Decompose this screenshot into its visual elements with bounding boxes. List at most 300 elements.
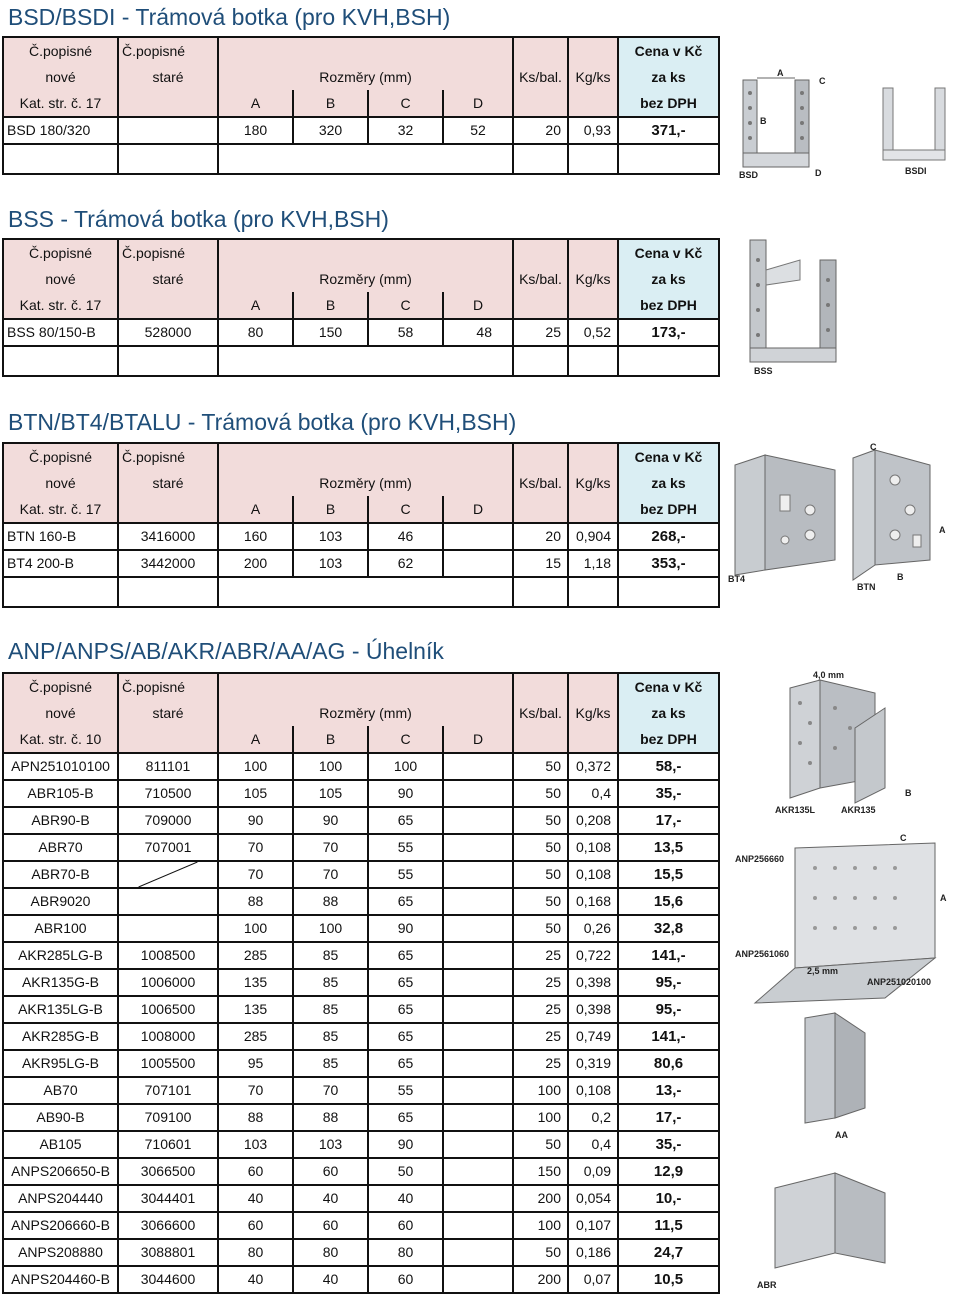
cell-ks: 100 [513, 1077, 568, 1104]
header-a: A [218, 90, 293, 117]
header-nove: nové [3, 470, 118, 496]
cell-c: 55 [368, 834, 443, 861]
label-c: C [870, 442, 877, 452]
cell-old: 1005500 [118, 1050, 218, 1077]
cell-b: 85 [293, 969, 368, 996]
section-title-btn: BTN/BT4/BTALU - Trámová botka (pro KVH,BSH) [8, 409, 517, 435]
cell-ks: 50 [513, 888, 568, 915]
cell-code: AB90-B [3, 1104, 118, 1131]
cell-a: 200 [218, 550, 293, 577]
cell-ks: 20 [513, 117, 568, 144]
cell-ks: 50 [513, 1131, 568, 1158]
cell-kg: 0,722 [568, 942, 618, 969]
cell-b: 90 [293, 807, 368, 834]
label-b: B [760, 116, 767, 126]
cell-old [118, 117, 218, 144]
cell-kg: 0,4 [568, 780, 618, 807]
cell-c: 65 [368, 969, 443, 996]
cell-code: BT4 200-B [3, 550, 118, 577]
bss-product-image [740, 230, 860, 380]
cell-ks: 50 [513, 807, 568, 834]
label-aa: AA [835, 1130, 848, 1140]
table-row [3, 1212, 719, 1239]
bsd-product-image [735, 68, 955, 183]
cell-c: 62 [368, 550, 443, 577]
cell-d [443, 1050, 513, 1077]
header-d: D [443, 726, 513, 753]
label-abr: ABR [757, 1280, 777, 1290]
cell-kg: 0,2 [568, 1104, 618, 1131]
cell-price: 353,- [618, 550, 719, 577]
cell-ks: 25 [513, 969, 568, 996]
cell-old: 1006500 [118, 996, 218, 1023]
table-row [3, 523, 719, 550]
cell-code: AKR135LG-B [3, 996, 118, 1023]
label-thickness-4: 4,0 mm [813, 670, 845, 680]
cell-d [443, 550, 513, 577]
cell-price: 268,- [618, 523, 719, 550]
cell-code: ABR105-B [3, 780, 118, 807]
table-row [3, 915, 719, 942]
cell-c: 65 [368, 807, 443, 834]
cell-code: ANPS204440 [3, 1185, 118, 1212]
cell-a: 135 [218, 969, 293, 996]
header-a: A [218, 726, 293, 753]
header-zaks: za ks [618, 700, 719, 726]
cell-c: 60 [368, 1212, 443, 1239]
cell-price: 10,5 [618, 1266, 719, 1293]
cell-code: BTN 160-B [3, 523, 118, 550]
cell-a: 60 [218, 1158, 293, 1185]
table-row [3, 319, 719, 346]
cell-a: 40 [218, 1266, 293, 1293]
cell-price: 371,- [618, 117, 719, 144]
label-b: B [897, 572, 904, 582]
label-bsdi: BSDI [905, 166, 927, 176]
cell-kg: 0,108 [568, 834, 618, 861]
cell-price: 15,6 [618, 888, 719, 915]
header-c: C [368, 726, 443, 753]
header-katstr: Kat. str. č. 17 [3, 292, 118, 319]
header-ksbal: Ks/bal. [513, 470, 568, 496]
cell-b: 88 [293, 888, 368, 915]
cell-old: 709000 [118, 807, 218, 834]
cell-price: 17,- [618, 807, 719, 834]
cell-b: 85 [293, 942, 368, 969]
cell-kg: 0,4 [568, 1131, 618, 1158]
header-c: C [368, 496, 443, 523]
cell-b: 70 [293, 861, 368, 888]
header-zaks: za ks [618, 64, 719, 90]
cell-d [443, 1077, 513, 1104]
cell-b: 103 [293, 523, 368, 550]
cell-price: 13,- [618, 1077, 719, 1104]
cell-a: 88 [218, 1104, 293, 1131]
cell-old: 1008500 [118, 942, 218, 969]
table-row [3, 1023, 719, 1050]
header-popis-new: Č.popisné [3, 673, 118, 700]
cell-c: 90 [368, 1131, 443, 1158]
header-zaks: za ks [618, 266, 719, 292]
header-cena: Cena v Kč [618, 239, 719, 266]
cell-b: 40 [293, 1266, 368, 1293]
cell-c: 46 [368, 523, 443, 550]
price-table-bsd [2, 36, 720, 175]
table-row [3, 807, 719, 834]
cell-price: 11,5 [618, 1212, 719, 1239]
cell-price: 17,- [618, 1104, 719, 1131]
header-cena: Cena v Kč [618, 673, 719, 700]
header-rozmery: Rozměry (mm) [218, 700, 513, 726]
cell-b: 103 [293, 550, 368, 577]
cell-old: 528000 [118, 319, 218, 346]
cell-code: ABR90-B [3, 807, 118, 834]
cell-kg: 0,52 [568, 319, 618, 346]
cell-old: 3442000 [118, 550, 218, 577]
cell-old: 1006000 [118, 969, 218, 996]
cell-a: 88 [218, 888, 293, 915]
cell-c: 60 [368, 1266, 443, 1293]
cell-c: 90 [368, 780, 443, 807]
cell-c: 65 [368, 1050, 443, 1077]
table-row [3, 1158, 719, 1185]
header-c: C [368, 90, 443, 117]
table-row [3, 969, 719, 996]
label-akr135l: AKR135L [775, 805, 816, 815]
header-rozmery: Rozměry (mm) [218, 470, 513, 496]
section-title-bsd: BSD/BSDI - Trámová botka (pro KVH,BSH) [8, 4, 451, 30]
header-bezdph: bez DPH [618, 292, 719, 319]
cell-b: 85 [293, 1023, 368, 1050]
cell-d [443, 996, 513, 1023]
cell-kg: 0,749 [568, 1023, 618, 1050]
label-anp251020100: ANP251020100 [867, 977, 932, 987]
header-ksbal: Ks/bal. [513, 700, 568, 726]
cell-a: 100 [218, 915, 293, 942]
cell-ks: 100 [513, 1104, 568, 1131]
header-b: B [293, 90, 368, 117]
cell-a: 95 [218, 1050, 293, 1077]
header-a: A [218, 496, 293, 523]
cell-ks: 150 [513, 1158, 568, 1185]
cell-b: 70 [293, 834, 368, 861]
cell-ks: 25 [513, 1050, 568, 1077]
cell-a: 103 [218, 1131, 293, 1158]
header-d: D [443, 496, 513, 523]
cell-d [443, 1185, 513, 1212]
cell-price: 58,- [618, 753, 719, 780]
cell-ks: 200 [513, 1266, 568, 1293]
cell-d: 48 [443, 319, 513, 346]
cell-price: 95,- [618, 996, 719, 1023]
cell-c: 65 [368, 888, 443, 915]
header-popis-old: Č.popisné [118, 443, 218, 470]
header-bezdph: bez DPH [618, 90, 719, 117]
cell-c: 65 [368, 1023, 443, 1050]
cell-b: 105 [293, 780, 368, 807]
cell-code: ABR70-B [3, 861, 118, 888]
cell-price: 24,7 [618, 1239, 719, 1266]
header-popis-new: Č.popisné [3, 239, 118, 266]
cell-kg: 1,18 [568, 550, 618, 577]
cell-d [443, 834, 513, 861]
cell-c: 58 [368, 319, 443, 346]
cell-ks: 50 [513, 915, 568, 942]
cell-price: 12,9 [618, 1158, 719, 1185]
cell-code: ABR100 [3, 915, 118, 942]
label-thickness-25: 2,5 mm [807, 966, 839, 976]
header-c: C [368, 292, 443, 319]
cell-a: 90 [218, 807, 293, 834]
cell-d [443, 1239, 513, 1266]
cell-d [443, 969, 513, 996]
cell-code: ANPS206650-B [3, 1158, 118, 1185]
cell-price: 35,- [618, 780, 719, 807]
cell-ks: 25 [513, 996, 568, 1023]
table-row [3, 550, 719, 577]
cell-price: 35,- [618, 1131, 719, 1158]
cell-b: 320 [293, 117, 368, 144]
cell-a: 40 [218, 1185, 293, 1212]
cell-b: 85 [293, 1050, 368, 1077]
cell-c: 80 [368, 1239, 443, 1266]
cell-code: AB105 [3, 1131, 118, 1158]
table-row [3, 1131, 719, 1158]
cell-d [443, 888, 513, 915]
cell-code: BSD 180/320 [3, 117, 118, 144]
label-bsd: BSD [739, 170, 759, 180]
cell-a: 80 [218, 1239, 293, 1266]
header-b: B [293, 496, 368, 523]
cell-c: 65 [368, 996, 443, 1023]
header-stare: staré [118, 64, 218, 90]
cell-c: 65 [368, 942, 443, 969]
cell-price: 95,- [618, 969, 719, 996]
cell-price: 32,8 [618, 915, 719, 942]
cell-c: 50 [368, 1158, 443, 1185]
table-row [3, 834, 719, 861]
header-kgks: Kg/ks [568, 64, 618, 90]
cell-ks: 25 [513, 942, 568, 969]
header-kgks: Kg/ks [568, 470, 618, 496]
cell-d [443, 1104, 513, 1131]
cell-a: 100 [218, 753, 293, 780]
cell-old: 811101 [118, 753, 218, 780]
cell-d [443, 1023, 513, 1050]
cell-kg: 0,398 [568, 996, 618, 1023]
cell-b: 70 [293, 1077, 368, 1104]
cell-d [443, 1131, 513, 1158]
cell-d [443, 1158, 513, 1185]
cell-b: 100 [293, 753, 368, 780]
cell-old: 3066500 [118, 1158, 218, 1185]
header-bezdph: bez DPH [618, 496, 719, 523]
label-b: B [905, 788, 912, 798]
label-d: D [815, 168, 822, 178]
header-katstr: Kat. str. č. 17 [3, 496, 118, 523]
header-popis-old: Č.popisné [118, 239, 218, 266]
cell-b: 60 [293, 1212, 368, 1239]
header-kgks: Kg/ks [568, 700, 618, 726]
label-bss: BSS [754, 366, 773, 376]
header-bezdph: bez DPH [618, 726, 719, 753]
label-c: C [819, 76, 826, 86]
cell-kg: 0,108 [568, 861, 618, 888]
cell-code: ABR9020 [3, 888, 118, 915]
cell-ks: 200 [513, 1185, 568, 1212]
cell-a: 285 [218, 942, 293, 969]
cell-kg: 0,93 [568, 117, 618, 144]
price-table-btn [2, 442, 720, 608]
label-btn: BTN [857, 582, 876, 592]
cell-d [443, 523, 513, 550]
label-anp2561060: ANP2561060 [735, 949, 790, 959]
cell-a: 70 [218, 1077, 293, 1104]
header-ksbal: Ks/bal. [513, 64, 568, 90]
table-row [3, 1185, 719, 1212]
header-rozmery: Rozměry (mm) [218, 266, 513, 292]
header-a: A [218, 292, 293, 319]
cell-price: 173,- [618, 319, 719, 346]
cell-old: 710601 [118, 1131, 218, 1158]
cell-ks: 25 [513, 1023, 568, 1050]
header-popis-old: Č.popisné [118, 37, 218, 64]
cell-b: 60 [293, 1158, 368, 1185]
cell-old: 1008000 [118, 1023, 218, 1050]
cell-b: 100 [293, 915, 368, 942]
cell-code: AKR95LG-B [3, 1050, 118, 1077]
cell-d [443, 807, 513, 834]
cell-ks: 15 [513, 550, 568, 577]
cell-d: 52 [443, 117, 513, 144]
label-anp256660: ANP256660 [735, 854, 785, 864]
header-katstr: Kat. str. č. 10 [3, 726, 118, 753]
cell-b: 150 [293, 319, 368, 346]
cell-code: BSS 80/150-B [3, 319, 118, 346]
cell-ks: 25 [513, 319, 568, 346]
cell-a: 105 [218, 780, 293, 807]
header-popis-new: Č.popisné [3, 37, 118, 64]
cell-c: 55 [368, 1077, 443, 1104]
table-row [3, 1077, 719, 1104]
price-table-bss [2, 238, 720, 377]
cell-c: 55 [368, 861, 443, 888]
cell-code: ANPS204460-B [3, 1266, 118, 1293]
cell-a: 180 [218, 117, 293, 144]
cell-price: 141,- [618, 1023, 719, 1050]
cell-ks: 50 [513, 1239, 568, 1266]
header-zaks: za ks [618, 470, 719, 496]
section-title-bss: BSS - Trámová botka (pro KVH,BSH) [8, 206, 389, 232]
header-cena: Cena v Kč [618, 37, 719, 64]
cell-b: 103 [293, 1131, 368, 1158]
table-row [3, 1239, 719, 1266]
price-table-anp [2, 672, 720, 1294]
cell-b: 40 [293, 1185, 368, 1212]
cell-price: 13,5 [618, 834, 719, 861]
cell-d [443, 915, 513, 942]
label-a: A [939, 525, 946, 535]
label-akr135: AKR135 [841, 805, 876, 815]
cell-d [443, 1212, 513, 1239]
cell-kg: 0,108 [568, 1077, 618, 1104]
cell-ks: 50 [513, 861, 568, 888]
label-a: A [777, 68, 784, 78]
cell-old [118, 888, 218, 915]
table-row [3, 1050, 719, 1077]
cell-kg: 0,372 [568, 753, 618, 780]
cell-kg: 0,26 [568, 915, 618, 942]
cell-price: 10,- [618, 1185, 719, 1212]
table-row [3, 117, 719, 144]
cell-d [443, 942, 513, 969]
cell-old: 3044401 [118, 1185, 218, 1212]
table-row [3, 780, 719, 807]
cell-d [443, 780, 513, 807]
btn-product-image [725, 440, 957, 595]
cell-c: 40 [368, 1185, 443, 1212]
cell-kg: 0,319 [568, 1050, 618, 1077]
cell-a: 80 [218, 319, 293, 346]
header-stare: staré [118, 700, 218, 726]
cell-c: 65 [368, 1104, 443, 1131]
cell-a: 285 [218, 1023, 293, 1050]
cell-old [118, 915, 218, 942]
cell-price: 80,6 [618, 1050, 719, 1077]
cell-code: ABR70 [3, 834, 118, 861]
cell-old: 709100 [118, 1104, 218, 1131]
cell-code: AKR285G-B [3, 1023, 118, 1050]
header-d: D [443, 90, 513, 117]
cell-b: 88 [293, 1104, 368, 1131]
cell-kg: 0,07 [568, 1266, 618, 1293]
cell-ks: 50 [513, 834, 568, 861]
anp-product-images [735, 668, 957, 1298]
cell-ks: 100 [513, 1212, 568, 1239]
cell-d [443, 861, 513, 888]
header-b: B [293, 726, 368, 753]
cell-kg: 0,09 [568, 1158, 618, 1185]
cell-c: 90 [368, 915, 443, 942]
table-row [3, 861, 719, 888]
cell-a: 70 [218, 834, 293, 861]
header-b: B [293, 292, 368, 319]
cell-kg: 0,904 [568, 523, 618, 550]
cell-ks: 50 [513, 753, 568, 780]
header-nove: nové [3, 266, 118, 292]
cell-c: 32 [368, 117, 443, 144]
cell-d [443, 1266, 513, 1293]
cell-a: 70 [218, 861, 293, 888]
cell-code: AKR285LG-B [3, 942, 118, 969]
table-row [3, 1266, 719, 1293]
header-d: D [443, 292, 513, 319]
header-ksbal: Ks/bal. [513, 266, 568, 292]
cell-old [118, 861, 218, 888]
header-kgks: Kg/ks [568, 266, 618, 292]
cell-code: APN251010100 [3, 753, 118, 780]
cell-ks: 50 [513, 780, 568, 807]
cell-code: ANPS206660-B [3, 1212, 118, 1239]
cell-old: 3066600 [118, 1212, 218, 1239]
header-rozmery: Rozměry (mm) [218, 64, 513, 90]
header-popis-old: Č.popisné [118, 673, 218, 700]
cell-ks: 20 [513, 523, 568, 550]
cell-code: AB70 [3, 1077, 118, 1104]
cell-old: 707101 [118, 1077, 218, 1104]
table-row [3, 942, 719, 969]
header-stare: staré [118, 470, 218, 496]
